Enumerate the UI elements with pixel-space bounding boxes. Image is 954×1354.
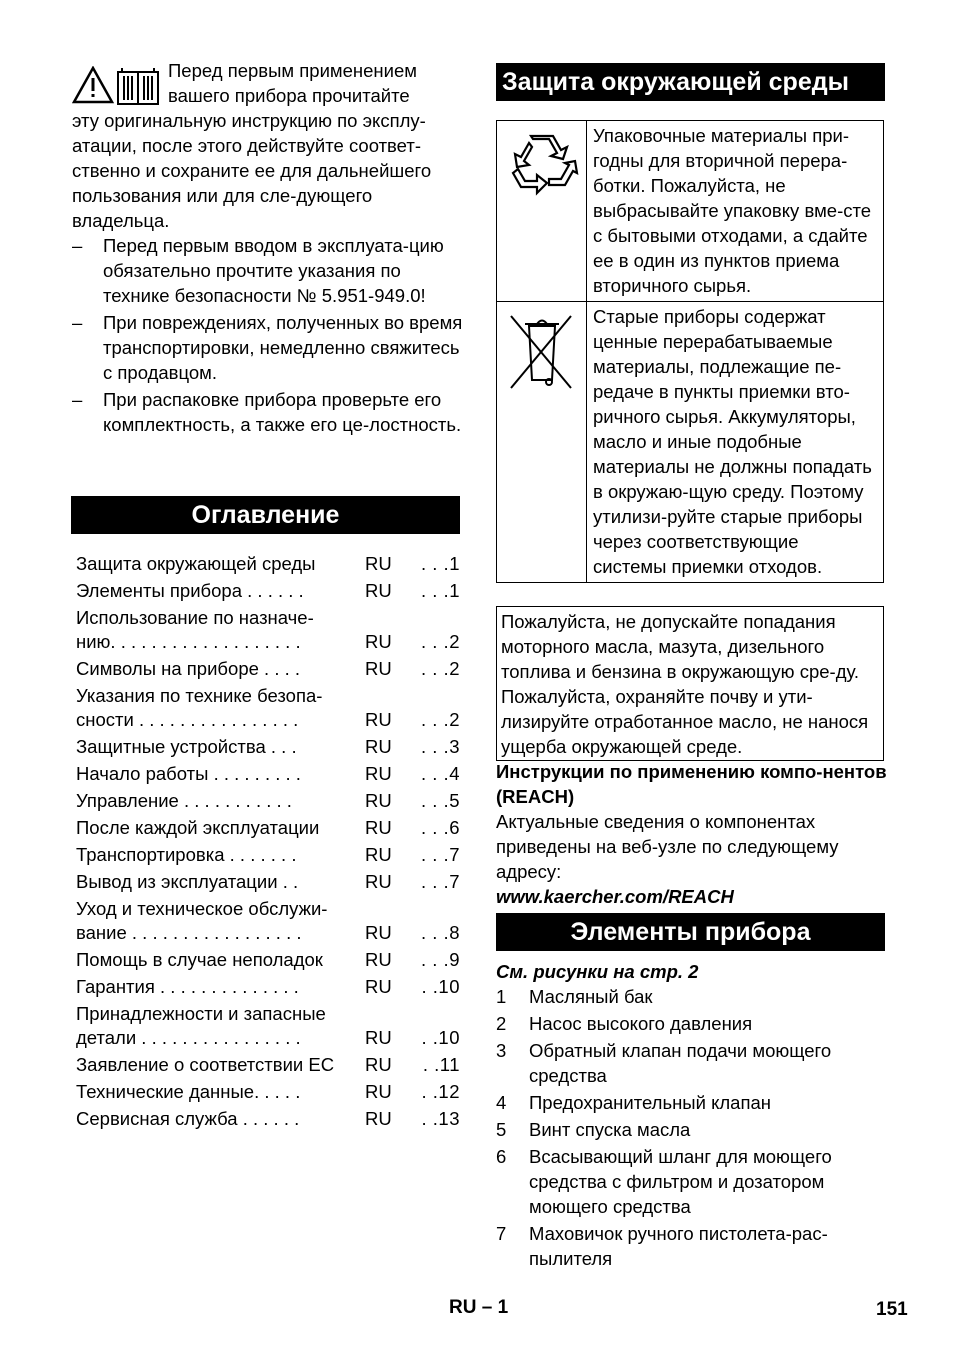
toc-entry-lang: RU	[365, 844, 392, 865]
elements-list	[496, 959, 888, 1273]
toc-row[interactable]	[76, 1107, 460, 1131]
intro-first-lines: Перед первым применением вашего прибора прочитайте	[168, 60, 417, 106]
list-item	[496, 1038, 888, 1088]
item-number: 6	[496, 1146, 507, 1167]
toc-entry-name: Защита окружающей среды	[76, 553, 316, 574]
toc-page-leader: . . .	[421, 844, 450, 865]
bullet-dash: –	[72, 312, 83, 333]
toc-entry-name: Использование по назначе- нию. . . . . . . . . . . . . . . . . . .	[76, 607, 314, 652]
bullet-text: Перед первым вводом в эксплуата-цию обязательно прочтите указания по технике безопасности № 5.951-949.0!	[103, 235, 444, 306]
toc-entry-name: Сервисная служба . . . . . .	[76, 1108, 300, 1129]
list-item	[72, 233, 464, 308]
toc-row[interactable]	[76, 552, 460, 576]
item-text: Масляный бак	[529, 986, 653, 1007]
toc-page-number: 6	[449, 817, 460, 838]
list-item	[496, 1117, 888, 1142]
toc-page-leader: . .	[421, 976, 439, 997]
toc-row[interactable]	[76, 657, 460, 681]
item-number: 7	[496, 1223, 507, 1244]
toc-page-leader: . . .	[421, 709, 450, 730]
footer-page-number: 151	[876, 1299, 908, 1320]
toc-entry-page	[405, 552, 460, 576]
toc-row[interactable]	[76, 762, 460, 786]
toc-page-number: 11	[439, 1054, 460, 1075]
toc-page-leader: . . .	[421, 631, 450, 652]
toc-page-leader: . .	[421, 1081, 439, 1102]
toc-page-leader: . .	[421, 1027, 439, 1048]
environment-heading: Защита окружающей среды	[496, 63, 885, 101]
toc-page-number: 2	[449, 658, 460, 679]
toc-entry-name: Вывод из эксплуатации . .	[76, 871, 299, 892]
toc-entry-lang: RU	[365, 658, 392, 679]
toc-row[interactable]	[76, 816, 460, 840]
toc-page-number: 13	[438, 1108, 460, 1129]
item-text: Предохранительный клапан	[529, 1092, 771, 1113]
toc-entry-page	[405, 975, 460, 999]
item-number: 5	[496, 1119, 507, 1140]
toc-page-number: 10	[438, 1027, 460, 1048]
toc-row[interactable]	[76, 579, 460, 603]
list-item	[496, 1011, 888, 1036]
toc-entry-page	[405, 921, 460, 945]
toc-page-leader: . . .	[421, 922, 450, 943]
toc-entry-name: Принадлежности и запасные детали . . . . . . . . . . . . . . . .	[76, 1003, 326, 1048]
toc-entry-page	[405, 1026, 460, 1050]
toc-entry-name: Заявление о соответствии ЕС	[76, 1054, 335, 1075]
toc-page-number: 5	[449, 790, 460, 811]
toc-entry-page	[405, 1080, 460, 1104]
toc-page-leader: . . .	[421, 817, 450, 838]
toc-entry-lang: RU	[365, 1054, 392, 1075]
toc-entry-name: После каждой эксплуатации	[76, 817, 320, 838]
toc-entry-name: Транспортировка . . . . . . .	[76, 844, 297, 865]
table-row	[497, 301, 883, 582]
toc-row[interactable]	[76, 1002, 460, 1050]
environment-table	[496, 120, 884, 583]
toc-page-number: 9	[449, 949, 460, 970]
list-item	[496, 1090, 888, 1115]
toc-entry-page	[405, 579, 460, 603]
footer-page-label: RU – 1	[449, 1297, 509, 1318]
toc-entry-lang: RU	[365, 553, 392, 574]
list-item	[496, 1144, 888, 1219]
recycle-icon	[497, 121, 587, 301]
toc-row[interactable]	[76, 948, 460, 972]
toc-entry-lang: RU	[365, 631, 392, 652]
toc-page-number: 4	[449, 763, 460, 784]
warning-icon	[72, 66, 160, 106]
table-row	[497, 121, 883, 301]
toc-entry-name: Символы на приборе . . . .	[76, 658, 301, 679]
toc-entry-name: Помощь в случае неполадок	[76, 949, 323, 970]
toc-entry-name: Элементы прибора . . . . . .	[76, 580, 304, 601]
item-number: 3	[496, 1040, 507, 1061]
toc-entry-page	[405, 708, 460, 732]
toc-entry-page	[405, 630, 460, 654]
toc-entry-lang: RU	[365, 922, 392, 943]
toc-row[interactable]	[76, 1080, 460, 1104]
reach-heading: Инструкции по применению компо-нентов (REACH)	[496, 761, 887, 807]
reach-url-link[interactable]: www.kaercher.com/REACH	[496, 886, 734, 907]
toc-page-leader: . . .	[421, 580, 450, 601]
toc-entry-lang: RU	[365, 1027, 392, 1048]
toc-entry-page	[405, 816, 460, 840]
toc-row[interactable]	[76, 606, 460, 654]
toc-page-number: 7	[449, 844, 460, 865]
toc-page-leader: . . .	[421, 949, 450, 970]
env-row-text: Упаковочные материалы при-годны для вторичной перера-ботки. Пожалуйста, не выбрасывайте упаковку вме-сте с бытовыми отходами, а сдайте ее в один из пунктов приема вторичного сырья.	[593, 125, 872, 296]
reach-section	[496, 759, 888, 909]
reach-text: Актуальные сведения о компонентах приведены на веб-узле по следующему адресу:	[496, 811, 839, 882]
toc-entry-name: Указания по технике безопа- сности . . . . . . . . . . . . . . . .	[76, 685, 323, 730]
bullet-dash: –	[72, 389, 83, 410]
bullet-text: При распаковке прибора проверьте его комплектность, а также его це-лостность.	[103, 389, 462, 435]
toc-page-number: 2	[449, 709, 460, 730]
toc-row[interactable]	[76, 1053, 460, 1077]
item-text: Обратный клапан подачи моющего средства	[529, 1040, 832, 1086]
toc-entry-page	[405, 843, 460, 867]
toc-page-leader: . .	[421, 1108, 439, 1129]
list-item	[496, 1221, 888, 1271]
toc-page-number: 2	[449, 631, 460, 652]
toc-entry-lang: RU	[365, 1108, 392, 1129]
toc-entry-name: Технические данные. . . . .	[76, 1081, 301, 1102]
toc-entry-name: Управление . . . . . . . . . . .	[76, 790, 292, 811]
toc-row[interactable]	[76, 975, 460, 999]
toc-entry-name: Начало работы . . . . . . . . .	[76, 763, 301, 784]
oil-warning-box: Пожалуйста, не допускайте попадания моторного масла, мазута, дизельного топлива и бензина в окружающую сре-ду. Пожалуйста, охраняйте почву и ути-лизируйте отработанное масло, не нанося ущерба окружающей среде.	[496, 606, 884, 761]
toc-page-leader: . . .	[421, 736, 450, 757]
item-text: Насос высокого давления	[529, 1013, 753, 1034]
toc-row[interactable]	[76, 684, 460, 732]
item-text: Винт спуска масла	[529, 1119, 691, 1140]
toc-entry-name: Уход и техническое обслужи- вание . . . . . . . . . . . . . . . . .	[76, 898, 328, 943]
toc-entry-page	[405, 1053, 460, 1077]
toc-entry-page	[405, 735, 460, 759]
item-number: 4	[496, 1092, 507, 1113]
toc-entry-lang: RU	[365, 871, 392, 892]
toc-row[interactable]	[76, 897, 460, 945]
bullet-text: При повреждениях, полученных во время транспортировки, немедленно свяжитесь с продавцом.	[103, 312, 463, 383]
toc-entry-page	[405, 657, 460, 681]
toc-page-leader: . . .	[421, 658, 450, 679]
elements-heading: Элементы прибора	[496, 913, 885, 951]
list-item	[496, 984, 888, 1009]
toc-entry-lang: RU	[365, 736, 392, 757]
toc-entry-page	[405, 948, 460, 972]
toc-page-number: 10	[438, 976, 460, 997]
item-number: 1	[496, 986, 507, 1007]
toc-page-number: 1	[449, 580, 460, 601]
toc-entry-name: Защитные устройства . . .	[76, 736, 297, 757]
toc-row[interactable]	[76, 870, 460, 894]
manual-icon	[118, 68, 158, 104]
toc-entry-lang: RU	[365, 976, 392, 997]
toc-entry-page	[405, 1107, 460, 1131]
toc-page-number: 12	[438, 1081, 460, 1102]
list-item	[72, 387, 464, 437]
crossed-bin-icon	[497, 302, 587, 582]
item-text: Маховичок ручного пистолета-рас-пылителя	[529, 1223, 828, 1269]
toc-page-leader: . . .	[421, 763, 450, 784]
item-number: 2	[496, 1013, 507, 1034]
toc-entry-name: Гарантия . . . . . . . . . . . . . .	[76, 976, 299, 997]
bullet-dash: –	[72, 235, 83, 256]
toc-page-number: 3	[449, 736, 460, 757]
toc-row[interactable]	[76, 843, 460, 867]
toc-entry-page	[405, 762, 460, 786]
toc-entry-page	[405, 870, 460, 894]
env-row-text: Старые приборы содержат ценные перерабатываемые материалы, подлежащие пе-редаче в пункты приемки вто-ричного сырья. Аккумуляторы, масло и иные подобные материалы не должны попадать в окружаю-щую среду. Поэтому утилизи-руйте старые приборы через соответствующие системы приемки отходов.	[593, 306, 872, 577]
toc-entry-lang: RU	[365, 709, 392, 730]
toc-heading: Оглавление	[71, 496, 460, 534]
toc-entry-lang: RU	[365, 1081, 392, 1102]
toc-row[interactable]	[76, 735, 460, 759]
see-figure-note: См. рисунки на стр. 2	[496, 961, 699, 982]
toc-entry-lang: RU	[365, 817, 392, 838]
toc-page-leader: . . .	[421, 871, 450, 892]
toc-entry-lang: RU	[365, 763, 392, 784]
intro-bullet-list	[72, 233, 464, 439]
intro-paragraph: эту оригинальную инструкцию по эксплу-атации, после этого действуйте соответ-ственно и сохраните ее для дальнейшего пользования или для сле-дующего владельца.	[72, 110, 432, 231]
toc-entry-lang: RU	[365, 790, 392, 811]
toc-entry-page	[405, 789, 460, 813]
toc-page-leader: . . .	[421, 790, 450, 811]
toc-page-leader: . .	[422, 1054, 440, 1075]
table-of-contents	[76, 552, 460, 1134]
toc-entry-lang: RU	[365, 580, 392, 601]
list-item	[72, 310, 464, 385]
toc-page-number: 1	[449, 553, 460, 574]
item-text: Всасывающий шланг для моющего средства с фильтром и дозатором моющего средства	[529, 1146, 832, 1217]
warning-manual-icons	[72, 66, 160, 106]
toc-page-number: 8	[449, 922, 460, 943]
toc-entry-lang: RU	[365, 949, 392, 970]
toc-page-leader: . . .	[421, 553, 450, 574]
toc-row[interactable]	[76, 789, 460, 813]
toc-page-number: 7	[449, 871, 460, 892]
